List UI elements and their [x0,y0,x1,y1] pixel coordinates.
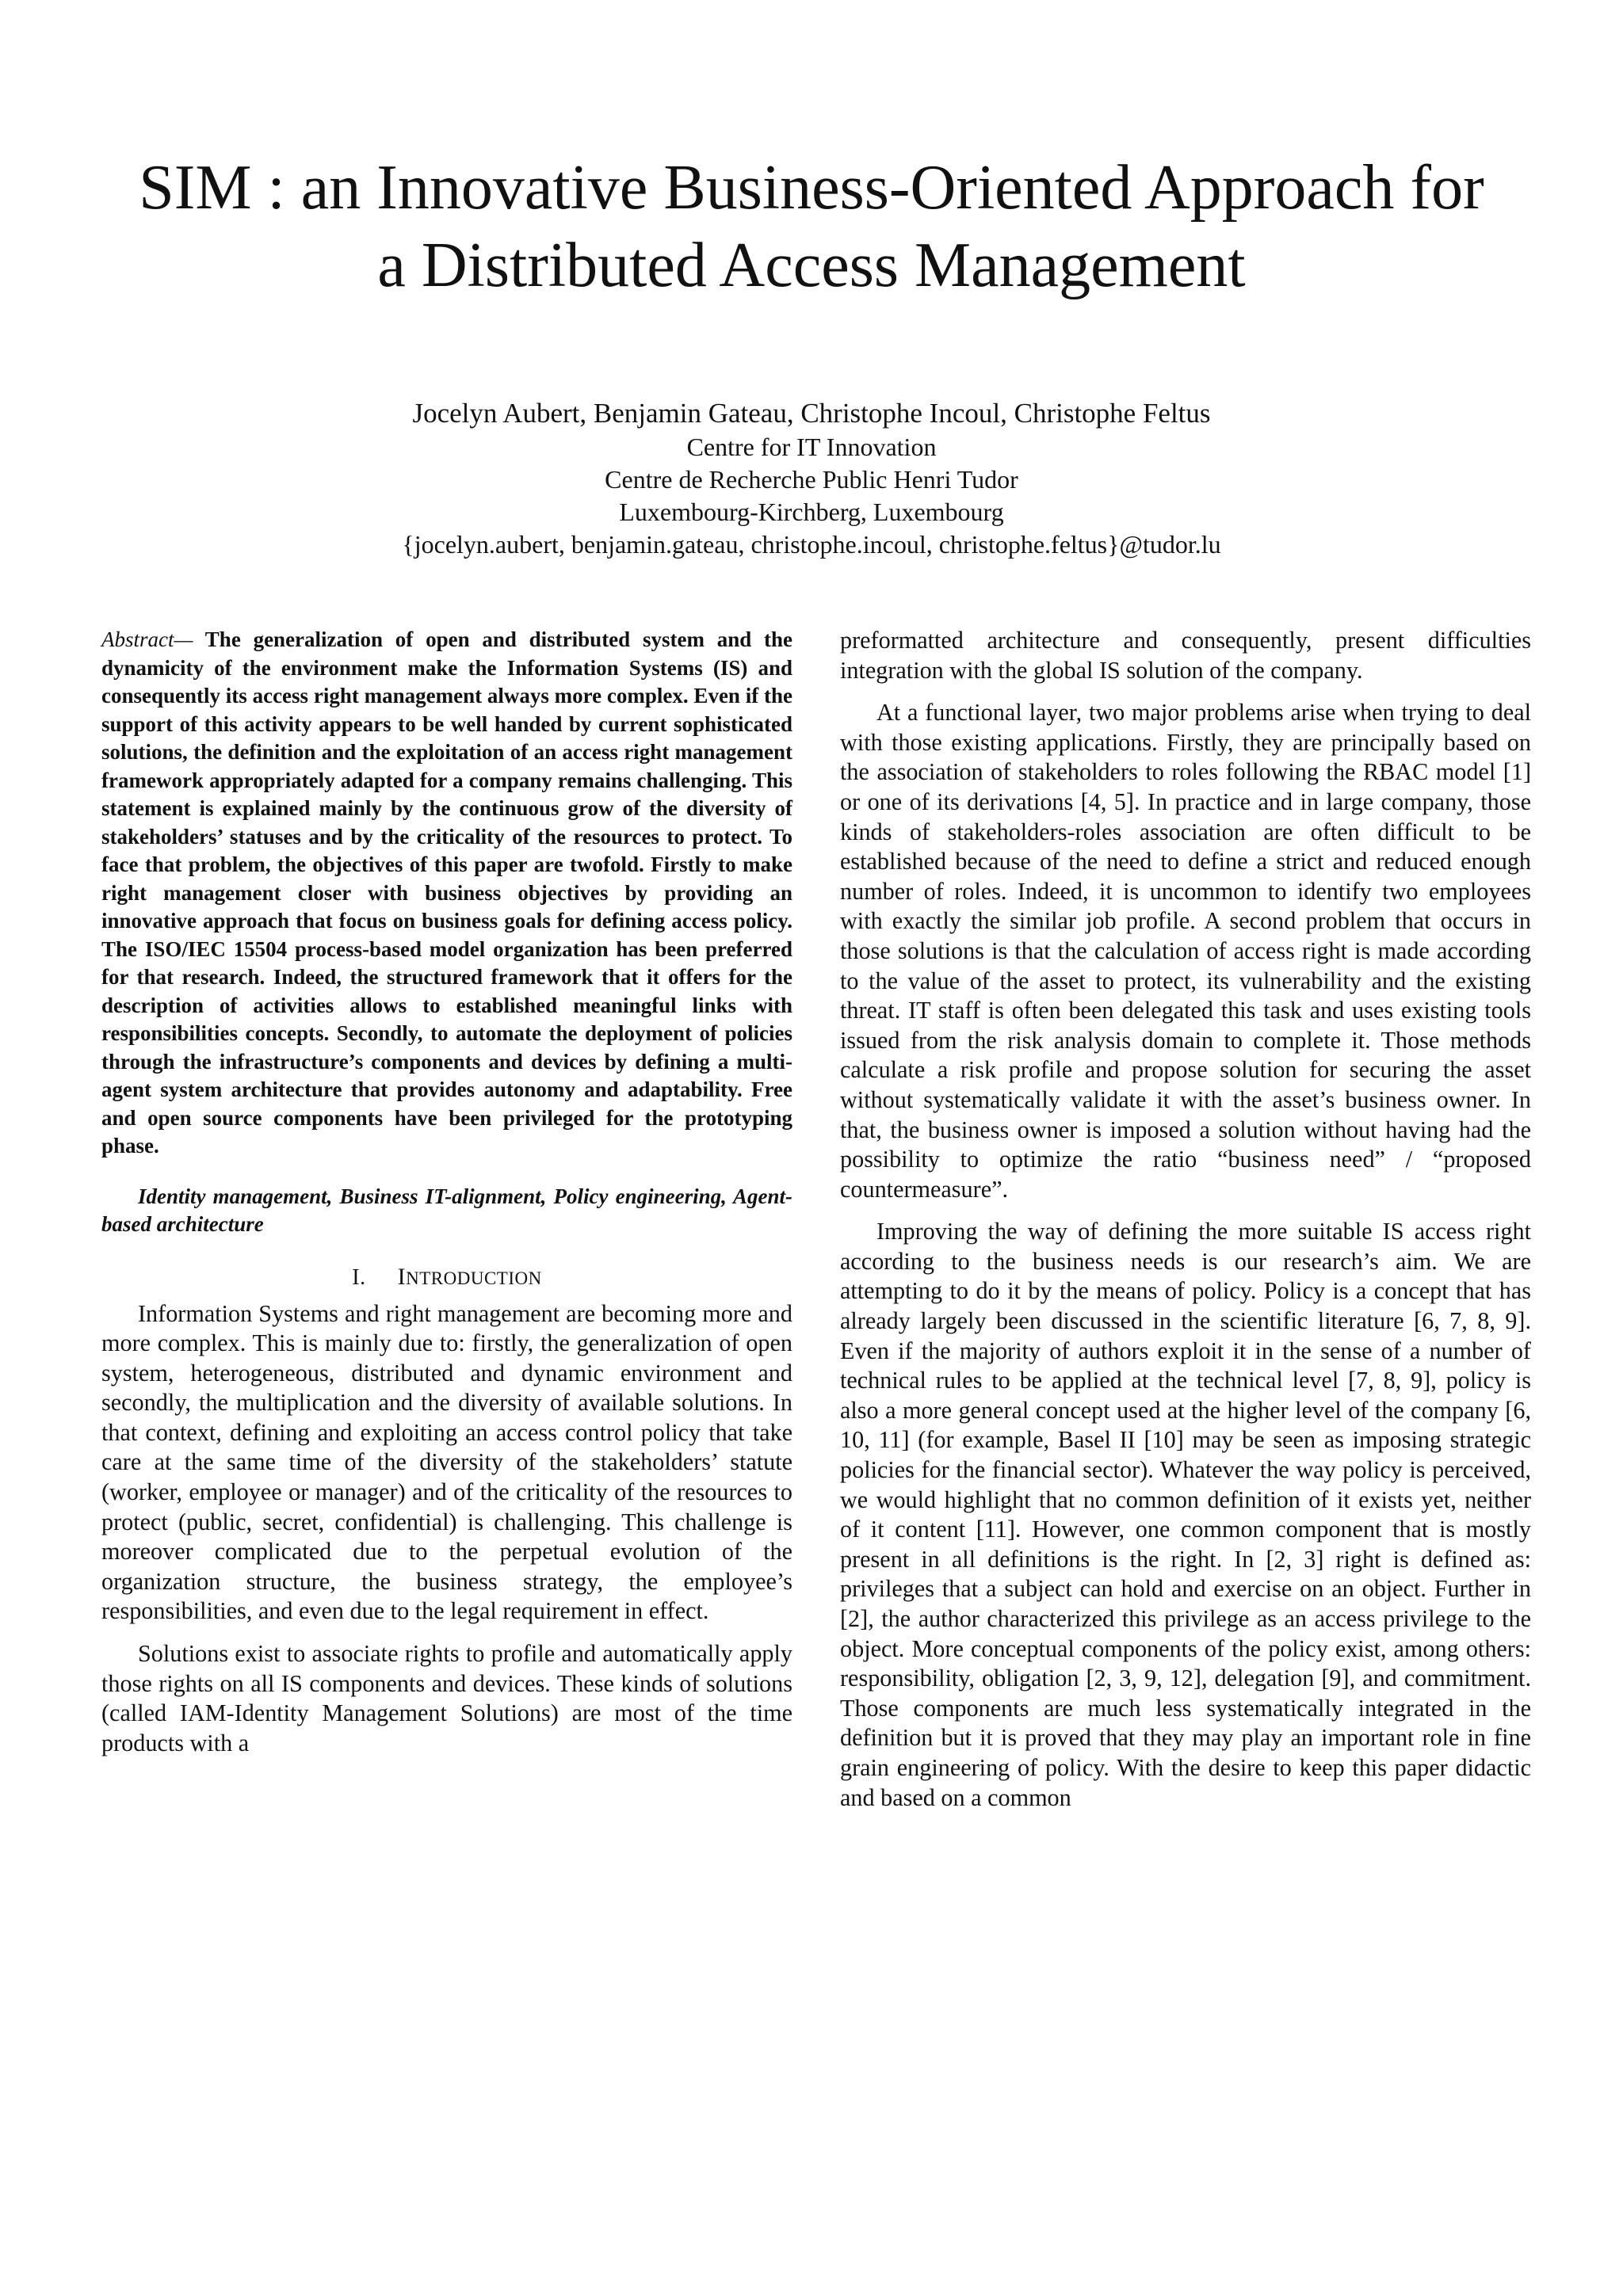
affiliation-line: Centre for IT Innovation [686,433,937,461]
abstract-label: Abstract— [101,627,193,651]
section-title: NTRODUCTION [406,1268,542,1288]
affiliation-line: Luxembourg-Kirchberg, Luxembourg [619,498,1004,526]
body-paragraph: Solutions exist to associate rights to profile and automatically apply those rights on all IS components and devices. These kinds of solutions (called IAM-Identity Management Solutions) are most of the time products with a [101,1640,792,1756]
body-paragraph: At a functional layer, two major problems arise when trying to deal with those existing applications. Firstly, they are principally based on the association of stakeholders to roles following the RBAC model [1] or one of its derivations [4, 5]. In practice and in large company, those kinds of stakeholders-roles association are often difficult to be established because of the need to define a strict and reduced enough number of roles. Indeed, it is uncommon to identify two employees with exactly the similar job profile. A second problem that occurs in those solutions is that the calculation of access right is made according to the value of the asset to protect, its vulnerability and the existing threat. IT staff is often been delegated this task and uses existing tools issued from the risk analysis domain to complete it. Those methods calculate a risk profile and propose solution for securing the asset without systematically validate it with the asset’s business owner. In that, the business owner is imposed a solution without having had the possibility to optimize the ratio “business need” / “proposed countermeasure”. [840,699,1531,1203]
body-paragraph: Information Systems and right management are becoming more and more complex. This is mainly due to: firstly, the generalization of open system, heterogeneous, distributed and dynamic environment and secondly, the multiplication and the diversity of available solutions. In that context, defining and exploiting an access control policy that take care at the same time of the diversity of the stakeholders’ statute (worker, employee or manager) and of the criticality of the resources to protect (public, secret, confidential) is challenging. This challenge is moreover complicated due to the perpetual evolution of the organization structure, the business strategy, the employee’s responsibilities, and even due to the legal requirement in effect. [101,1299,792,1625]
section-heading-introduction: I. INTRODUCTION [352,1263,542,1290]
affiliation-line: Centre de Recherche Public Henri Tudor [605,465,1018,494]
paper-title [87,149,1536,304]
abstract-body: The generalization of open and distributed system and the dynamicity of the environment make the Information Systems (IS) and consequently its access right management always more complex. Even if the support of this activity appears to be well handed by current sophisticated solutions, the definition and the exploitation of an access right management framework appropriately adapted for a company remains challenging. This statement is explained mainly by the continuous grow of the diversity of stakeholders’ statuses and by the criticality of the resources to protect. To face that problem, the objectives of this paper are twofold. Firstly to make right management closer with business objectives by providing an innovative approach that focus on business goals for defining access policy. The ISO/IEC 15504 process-based model organization has been preferred for that research. Indeed, the structured framework that it offers for the description of activities allows to established meaningful links with responsibilities concepts. Secondly, to automate the deployment of policies through the infrastructure’s components and devices by defining a multi-agent system architecture that provides autonomy and adaptability. Free and open source components have been privileged for the prototyping phase. [101,627,792,1158]
body-paragraph: Improving the way of defining the more suitable IS access right according to the business needs is our research’s aim. We are attempting to do it by the means of policy. Policy is a concept that has already largely been discussed in the scientific literature [6, 7, 8, 9]. Even if the majority of authors exploit it in the sense of a number of technical rules to be applied at the technical level [7, 8, 9], policy is also a more general concept used at the higher level of the company [6, 10, 11] (for example, Basel II [10] may be seen as imposing strategic policies for the financial sector). Whatever the way policy is perceived, we would highlight that no common definition of it exists yet, neither of it content [11]. However, one common component that is mostly present in all definitions is the right. In [2, 3] right is defined as: privileges that a subject can hold and exercise on an object. Further in [2], the author characterized this privilege as an access privilege to the object. More conceptual components of the policy exist, among others: responsibility, obligation [2, 3, 9, 12], delegation [9], and commitment. Those components are much less systematically integrated in the definition but it is proved that they may play an important role in fine grain engineering of policy. With the desire to keep this paper didactic and based on a common [840,1218,1531,1811]
title-line-1: SIM : an Innovative Business-Oriented Approach for [139,153,1484,223]
index-terms: Identity management, Business IT-alignment, Policy engineering, Agent-based architecture [101,1184,792,1236]
abstract [101,626,792,1161]
author-block [87,396,1536,561]
body-paragraph: preformatted architecture and consequently, present difficulties integration with the global IS solution of the company. [840,627,1531,684]
author-names: Jocelyn Aubert, Benjamin Gateau, Christophe Incoul, Christophe Feltus [412,398,1211,429]
author-emails: {jocelyn.aubert, benjamin.gateau, christophe.incoul, christophe.feltus}@tudor.lu [402,530,1221,559]
title-line-2: a Distributed Access Management [377,231,1246,300]
left-column [101,626,792,1758]
section-number: I. [352,1264,366,1290]
right-column [840,626,1531,1813]
